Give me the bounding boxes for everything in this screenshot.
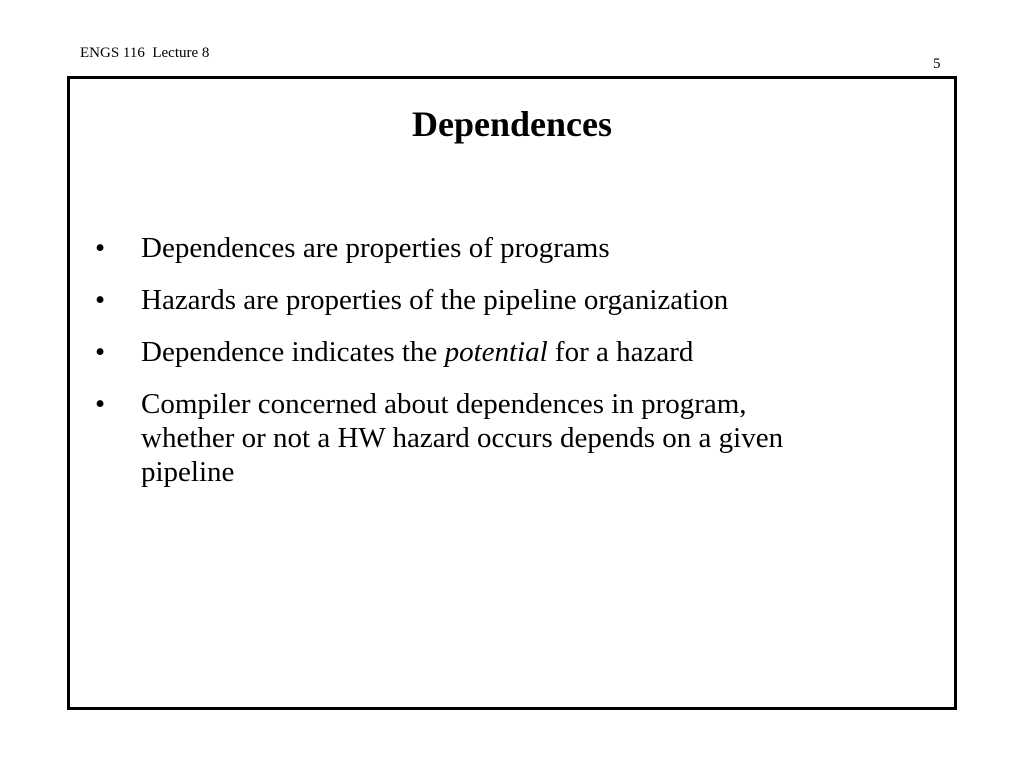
bullet-text-4-line-2: whether or not a HW hazard occurs depends on a given (141, 422, 784, 454)
slide-title: Dependences (412, 104, 612, 144)
bullet-item-4 (95, 387, 935, 489)
bullet-item-2 (95, 283, 935, 317)
bullet-dot-icon: • (95, 232, 106, 264)
bullet-text-4-line-1: Compiler concerned about dependences in program, (141, 388, 747, 420)
bullet-text-3-after: for a hazard (547, 336, 694, 368)
bullet-text-4-line-3: pipeline (141, 456, 235, 488)
bullet-item-1 (95, 231, 935, 265)
bullet-dot-icon: • (95, 388, 106, 420)
page-number: 5 (933, 56, 941, 72)
bullet-text-1: Dependences are properties of programs (141, 232, 610, 264)
bullet-text-3 (141, 336, 693, 368)
bullet-text-2: Hazards are properties of the pipeline organization (141, 284, 729, 316)
bullet-dot-icon: • (95, 284, 106, 316)
bullet-text-3-emphasis: potential (444, 336, 548, 368)
bullet-text-4 (141, 388, 783, 488)
bullet-dot-icon: • (95, 336, 106, 368)
bullet-text-3-before: Dependence indicates the (141, 336, 445, 368)
bullet-list (95, 231, 935, 507)
bullet-item-3 (95, 335, 935, 369)
header-course-label: ENGS 116 Lecture 8 (80, 45, 210, 61)
slide-frame (67, 76, 957, 710)
